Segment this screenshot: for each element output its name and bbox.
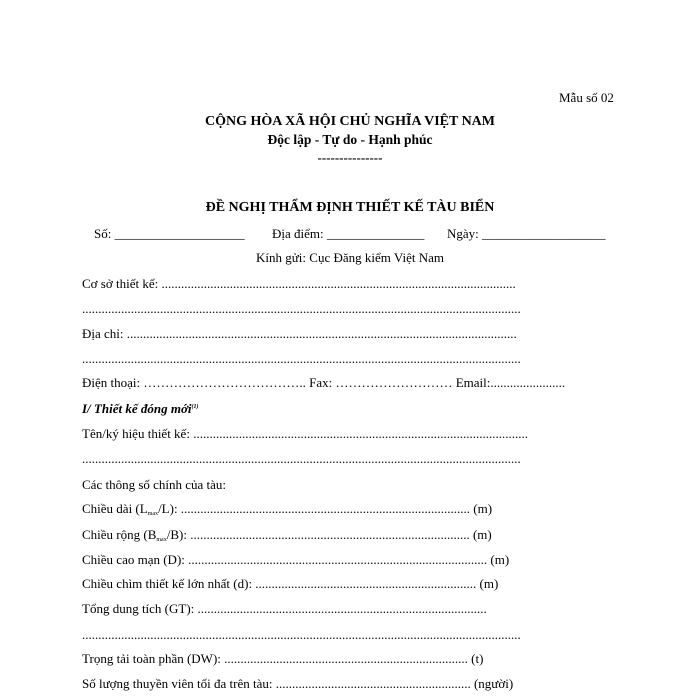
depth-field[interactable]: Chiều cao mạn (D): ............................................................................................ (m) <box>82 552 510 567</box>
draught-field[interactable]: Chiều chìm thiết kế lớn nhất (d): .................................................................... (m) <box>82 576 499 591</box>
footnote-marker: (1) <box>191 404 199 410</box>
length-dots: /L): ......................................................................................... (m) <box>158 501 493 516</box>
country-heading: CỘNG HÒA XÃ HỘI CHỦ NGHĨA VIỆT NAM <box>204 114 495 129</box>
address-continuation[interactable]: ....................................................................................................................................... <box>82 351 521 366</box>
heading-divider: --------------- <box>317 150 383 165</box>
design-facility-continuation[interactable]: ....................................................................................................................................... <box>82 301 521 316</box>
crew-count-field[interactable]: Số lượng thuyền viên tối đa trên tàu: ............................................................ (người) <box>82 676 514 691</box>
design-facility-field[interactable]: Cơ sở thiết kế: ............................................................................................................. <box>82 276 516 291</box>
gross-tonnage-continuation[interactable]: ....................................................................................................................................... <box>82 627 521 642</box>
breadth-subscript: max <box>156 537 167 543</box>
address-field[interactable]: Địa chỉ: ........................................................................................................................ <box>82 326 517 341</box>
section-new-build-heading <box>82 402 199 415</box>
design-name-continuation[interactable]: ....................................................................................................................................... <box>82 451 521 466</box>
section-new-build-title: I/ Thiết kế đóng mới <box>82 401 192 416</box>
national-motto: Độc lập - Tự do - Hạnh phúc <box>267 132 433 147</box>
breadth-dots: /B): ...................................................................................... (m) <box>166 527 492 542</box>
document-title: ĐỀ NGHỊ THẨM ĐỊNH THIẾT KẾ TÀU BIỂN <box>205 200 495 215</box>
length-subscript: max <box>147 511 159 517</box>
breadth-label: Chiều rộng (B <box>82 527 157 542</box>
length-field[interactable] <box>82 502 492 517</box>
gross-tonnage-field[interactable]: Tổng dung tích (GT): ......................................................................................... <box>82 601 487 616</box>
deadweight-field[interactable]: Trọng tải toàn phần (DW): ........................................................................... (t) <box>82 651 484 666</box>
main-parameters-label: Các thông số chính của tàu: <box>82 477 227 492</box>
design-name-field[interactable]: Tên/ký hiệu thiết kế: ....................................................................................................... <box>82 426 528 441</box>
date-field[interactable]: Ngày: ___________________ <box>447 226 606 241</box>
length-label: Chiều dài (L <box>82 501 148 516</box>
location-field[interactable]: Địa điểm: _______________ <box>272 226 425 241</box>
number-field[interactable]: Số: ____________________ <box>94 226 245 241</box>
recipient-line: Kính gửi: Cục Đăng kiểm Việt Nam <box>256 250 444 265</box>
breadth-field[interactable] <box>82 528 492 543</box>
contact-line[interactable]: Điện thoại: ……………………………….. Fax: ……………………… Email:....................... <box>82 375 566 390</box>
form-number: Mẫu số 02 <box>559 90 614 105</box>
